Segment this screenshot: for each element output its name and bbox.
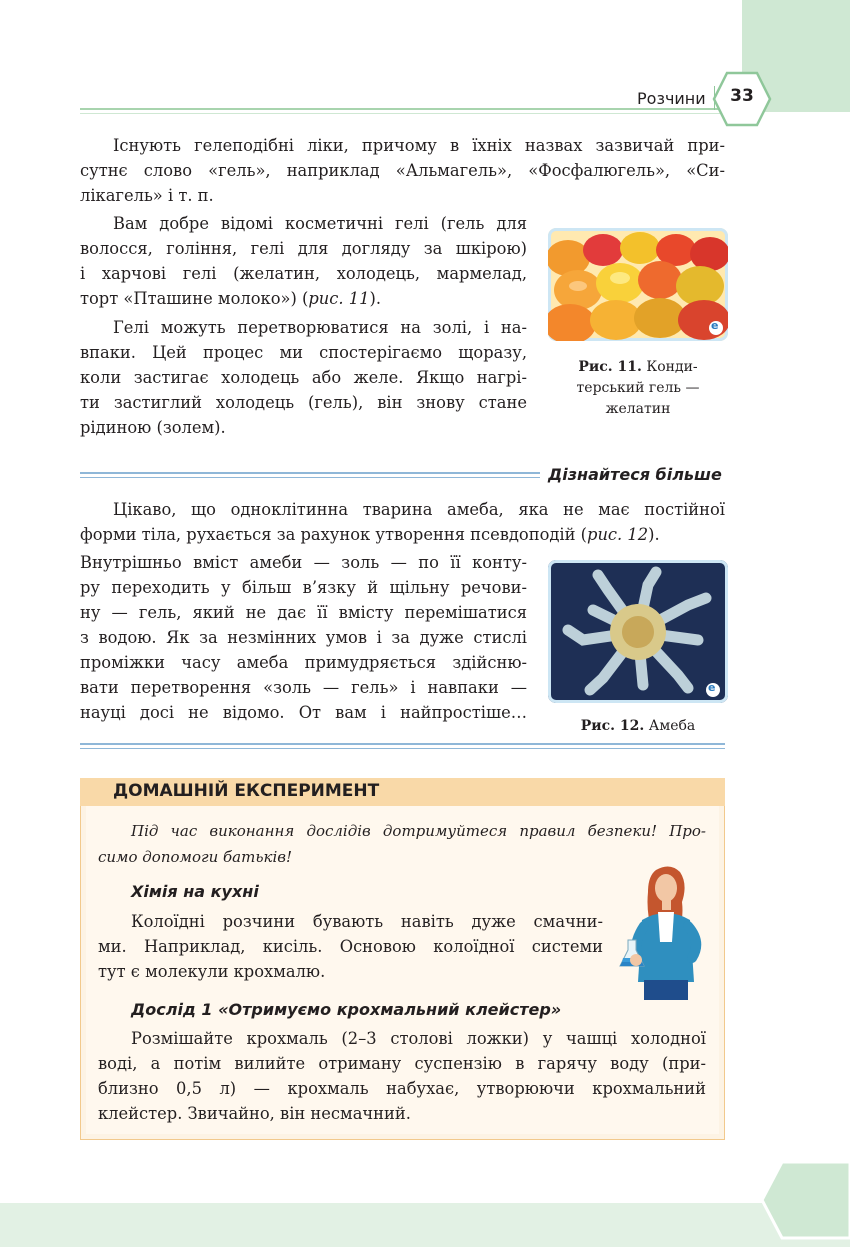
experiment-1-title: Дослід 1 «Отримуємо крохмальний клейстер» bbox=[131, 1000, 562, 1019]
girl-with-flask-illustration bbox=[618, 862, 708, 1000]
safety-warning bbox=[98, 818, 706, 870]
figure-reference: рис. 11 bbox=[308, 289, 370, 308]
figure-12-caption bbox=[548, 716, 728, 737]
text-line: з водою. Як за незмінних умов і за дуже стислі bbox=[80, 628, 527, 647]
text-line: вати перетворення «золь — гель» і навпаки — bbox=[80, 678, 527, 697]
figure-label: Рис. 11. bbox=[578, 359, 642, 375]
text-line: Існують гелеподібні ліки, причому в їхніх назвах зазвичай при- bbox=[113, 136, 725, 155]
text-line: лікагель» і т. п. bbox=[80, 186, 214, 205]
learn-more-end-rule bbox=[80, 743, 725, 745]
text-line: науці досі не відомо. От вам і найпростіше… bbox=[80, 703, 527, 722]
text-line: Гелі можуть перетворюватися на золі, і на- bbox=[113, 318, 527, 337]
text-line: коли застигає холодець або желе. Якщо нагрі- bbox=[80, 368, 527, 387]
intro-paragraph-3 bbox=[80, 315, 527, 440]
amoeba-image bbox=[548, 560, 728, 703]
text-line: ). bbox=[369, 289, 382, 308]
text-line: ми. Наприклад, кисіль. Основою колоїдної системи bbox=[98, 937, 603, 956]
intro-paragraph-2 bbox=[80, 211, 527, 311]
intro-paragraph-1 bbox=[80, 133, 725, 208]
header-rule-thin bbox=[80, 113, 745, 114]
jelly-image bbox=[548, 228, 728, 341]
text-line: впаки. Цей процес ми спостерігаємо щоразу, bbox=[80, 343, 527, 362]
text-line: торт «Пташине молоко») ( bbox=[80, 289, 309, 308]
text-line: проміжки часу амеба примудряється здійсню- bbox=[80, 653, 527, 672]
text-line: Розмішайте крохмаль (2–3 столові ложки) у чашці холодної bbox=[131, 1029, 706, 1048]
e-badge-icon: e bbox=[708, 681, 716, 694]
text-line: ну — гель, який не дає її вмісту перемішатися bbox=[80, 603, 527, 622]
kitchen-chemistry-title: Хімія на кухні bbox=[131, 882, 259, 901]
learn-more-paragraph bbox=[80, 550, 527, 725]
text-line: сутнє слово «гель», наприклад «Альмагель», «Фосфалюгель», «Си- bbox=[80, 161, 725, 180]
text-line: Вам добре відомі косметичні гелі (гель для bbox=[113, 214, 527, 233]
text-line: тут є молекули крохмалю. bbox=[98, 962, 326, 981]
text-line: форми тіла, рухається за рахунок утворення псевдоподій ( bbox=[80, 525, 588, 544]
section-title: Розчини bbox=[637, 89, 706, 108]
learn-more-title: Дізнайтеся більше bbox=[548, 465, 722, 484]
learn-more-end-rule-thin bbox=[80, 748, 725, 749]
text-line: Колоїдні розчини бувають навіть дуже смачни- bbox=[131, 912, 603, 931]
learn-more-rule-thin bbox=[80, 477, 540, 478]
caption-text: Конди- bbox=[641, 359, 698, 375]
figure-reference: рис. 12 bbox=[587, 525, 649, 544]
text-line: рідиною (золем). bbox=[80, 418, 226, 437]
caption-text: желатин bbox=[605, 401, 671, 417]
text-line: ). bbox=[648, 525, 660, 544]
page-number: 33 bbox=[730, 86, 754, 106]
header-rule bbox=[80, 108, 745, 110]
figure-label: Рис. 12. bbox=[580, 718, 645, 734]
text-line: ти застиглий холодець (гель), він знову стане bbox=[80, 393, 527, 412]
home-experiment-title: ДОМАШНІЙ ЕКСПЕРИМЕНТ bbox=[113, 781, 380, 801]
text-line: волосся, гоління, гелі для догляду за шкірою) bbox=[80, 239, 527, 258]
experiment-1-paragraph bbox=[98, 1026, 706, 1126]
figure-11-caption bbox=[548, 357, 728, 420]
text-line: Під час виконання дослідів дотримуйтеся правил безпеки! Про- bbox=[131, 822, 706, 840]
learn-more-rule bbox=[80, 472, 540, 474]
caption-text: терський гель — bbox=[576, 380, 700, 396]
caption-text: Амеба bbox=[644, 718, 696, 734]
text-line: ру переходить у більш в’язку й щільну речови- bbox=[80, 578, 527, 597]
text-line: близно 0,5 л) — крохмаль набухає, утворюючи крохмальний bbox=[98, 1079, 706, 1098]
text-line: воді, а потім вилийте отриману суспензію в гарячу воду (при- bbox=[98, 1054, 706, 1073]
learn-more-paragraph-wide bbox=[80, 497, 725, 547]
bottom-band-decoration bbox=[0, 1203, 850, 1247]
hexagon-decoration bbox=[760, 1160, 850, 1240]
text-line: і харчові гелі (желатин, холодець, мармелад, bbox=[80, 264, 527, 283]
text-line: Внутрішньо вміст амеби — золь — по її конту- bbox=[80, 553, 527, 572]
text-line: клейстер. Звичайно, він несмачний. bbox=[98, 1104, 411, 1123]
text-line: симо допомоги батьків! bbox=[98, 848, 293, 866]
e-badge-icon: e bbox=[711, 319, 719, 332]
kitchen-chemistry-paragraph bbox=[98, 909, 603, 984]
text-line: Цікаво, що одноклітинна тварина амеба, яка не має постійної bbox=[113, 500, 725, 519]
